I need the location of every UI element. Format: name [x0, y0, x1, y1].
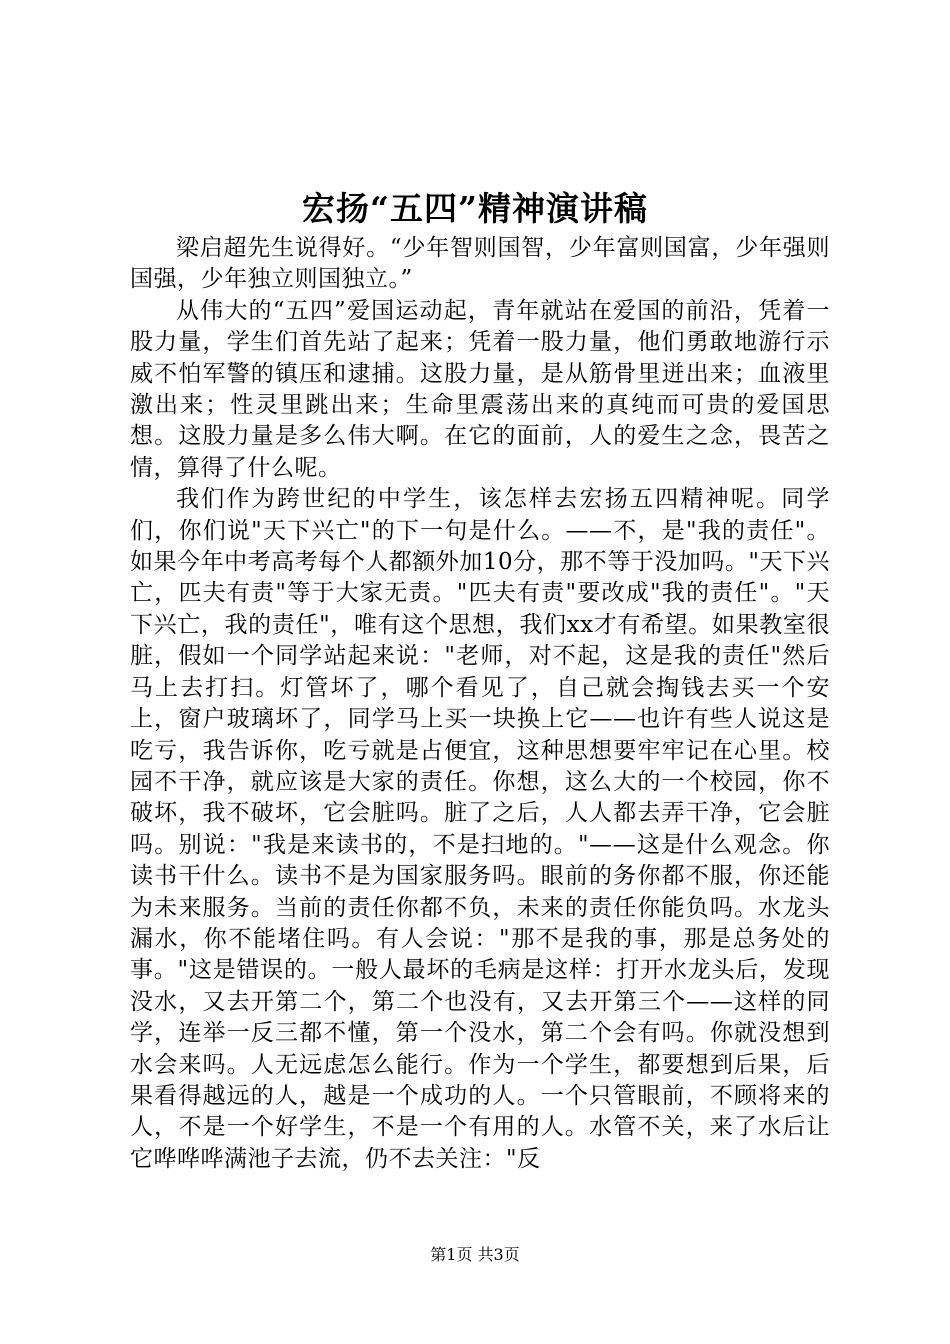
document-body: [130, 233, 830, 1175]
paragraph-3: 我们作为跨世纪的中学生，该怎样去宏扬五四精神呢。同学们，你们说"天下兴亡"的下一句是什么。——不，是"我的责任"。如果今年中考高考每个人都额外加10分，那不等于没加吗。"天下兴亡，匹夫有责"等于大家无责。"匹夫有责"要改成"我的责任"。"天下兴亡，我的责任"，唯有这个思想，我们xx才有希望。如果教室很脏，假如一个同学站起来说："老师，对不起，这是我的责任"然后马上去打扫。灯管坏了，哪个看见了，自己就会掏钱去买一个安上，窗户玻璃坏了，同学马上买一块换上它——也许有些人说这是吃亏，我告诉你，吃亏就是占便宜，这种思想要牢牢记在心里。校园不干净，就应该是大家的责任。你想，这么大的一个校园，你不破坏，我不破坏，它会脏吗。脏了之后，人人都去弄干净，它会脏吗。别说："我是来读书的，不是扫地的。"——这是什么观念。你读书干什么。读书不是为国家服务吗。眼前的务你都不服，你还能为未来服务。当前的责任你都不负，未来的责任你能负吗。水龙头漏水，你不能堵住吗。有人会说："那不是我的事，那是总务处的事。"这是错误的。一般人最坏的毛病是这样：打开水龙头后，发现没水，又去开第二个，第二个也没有，又去开第三个——这样的同学，连举一反三都不懂，第一个没水，第二个会有吗。你就没想到水会来吗。人无远虑怎么能行。作为一个学生，都要想到后果，后果看得越远的人，越是一个成功的人。一个只管眼前，不顾将来的人，不是一个好学生，不是一个有用的人。水管不关，来了水后让它哗哗哗满池子去流，仍不去关注："反: [130, 486, 830, 1172]
page-number-footer: 第1页 共3页: [430, 1245, 520, 1264]
paragraph-2: 从伟大的“五四”爱国运动起，青年就站在爱国的前沿，凭着一股力量，学生们首先站了起来；凭着一股力量，他们勇敢地游行示威不怕军警的镇压和逮捕。这股力量，是从筋骨里迸出来；血液里激出来；性灵里跳出来；生命里震荡出来的真纯而可贵的爱国思想。这股力量是多么伟大啊。在它的面前，人的爱生之念，畏苦之情，算得了什么呢。: [130, 297, 830, 481]
paragraph-1: 梁启超先生说得好。“少年智则国智，少年富则国富，少年强则国强，少年独立则国独立。”: [130, 235, 830, 293]
document-title: 宏扬“五四”精神演讲稿: [302, 189, 648, 228]
